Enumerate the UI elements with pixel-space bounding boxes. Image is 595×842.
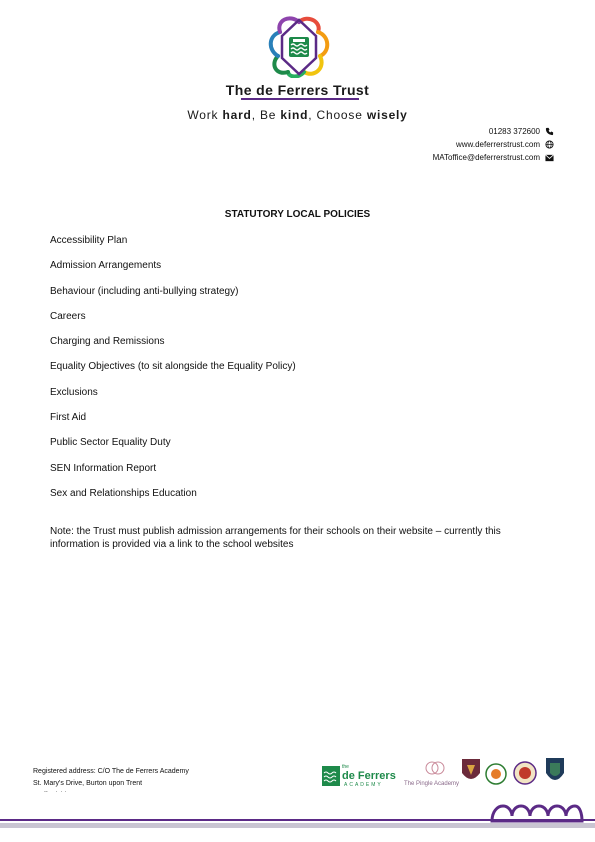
policy-item: Charging and Remissions <box>50 336 165 348</box>
school-crest-1 <box>462 759 480 779</box>
school-crest-2 <box>486 764 506 784</box>
footer-band <box>0 792 595 842</box>
phone-icon <box>545 127 554 136</box>
motto-keyword: hard <box>222 108 252 122</box>
contact-block <box>433 125 554 164</box>
address-line: Registered address: C/O The de Ferrers Academy <box>33 768 189 775</box>
policy-item: Admission Arrangements <box>50 260 162 272</box>
policy-item: Accessibility Plan <box>50 235 128 246</box>
motto-keyword: wisely <box>366 108 408 122</box>
org-name-underline <box>241 98 359 100</box>
school-logos <box>320 755 580 795</box>
policy-list <box>50 234 296 512</box>
motto-text: , Be <box>251 108 281 122</box>
policy-item: Careers <box>50 310 86 322</box>
policy-item: Sex and Relationships Education <box>50 487 197 499</box>
website-link[interactable]: www.deferrerstrust.com <box>455 140 540 149</box>
de-ferrers-name: de Ferrers <box>342 770 396 782</box>
policy-item: Exclusions <box>50 386 98 398</box>
envelope-icon <box>545 153 554 162</box>
contact-email-row <box>433 151 554 164</box>
policy-item: SEN Information Report <box>50 462 157 474</box>
school-crest-4 <box>546 758 564 780</box>
motto <box>0 108 595 122</box>
policy-item: Public Sector Equality Duty <box>50 437 171 449</box>
policy-item: First Aid <box>50 412 87 424</box>
motto-keyword: kind <box>280 108 309 122</box>
email-link[interactable]: MAToffice@deferrerstrust.com <box>432 153 540 162</box>
org-name: The de Ferrers Trust <box>225 82 370 98</box>
globe-icon <box>545 140 554 149</box>
policy-item: Behaviour (including anti-bullying strategy) <box>50 285 239 297</box>
document-title: STATUTORY LOCAL POLICIES <box>224 209 371 220</box>
contact-phone-row <box>433 125 554 138</box>
de-ferrers-academy-logo <box>322 764 396 788</box>
address-line: St. Mary's Drive, Burton upon Trent <box>33 780 143 787</box>
contact-website-row <box>433 138 554 151</box>
trust-logo <box>268 16 330 78</box>
motto-text: Work <box>187 108 223 122</box>
note-paragraph: Note: the Trust must publish admission arrangements for their schools on their website – currently this information is provided via a link to the school websites <box>50 526 501 550</box>
pingle-name: The Pingle Academy <box>404 781 460 787</box>
policy-item: Equality Objectives (to sit alongside the Equality Policy) <box>50 361 296 373</box>
de-ferrers-sub: ACADEMY <box>344 782 383 788</box>
school-crest-3 <box>514 762 536 784</box>
motto-text: , Choose <box>308 108 367 122</box>
phone-number: 01283 372600 <box>488 127 540 136</box>
de-ferrers-prefix: the <box>342 764 349 770</box>
pingle-academy-logo <box>404 762 459 787</box>
